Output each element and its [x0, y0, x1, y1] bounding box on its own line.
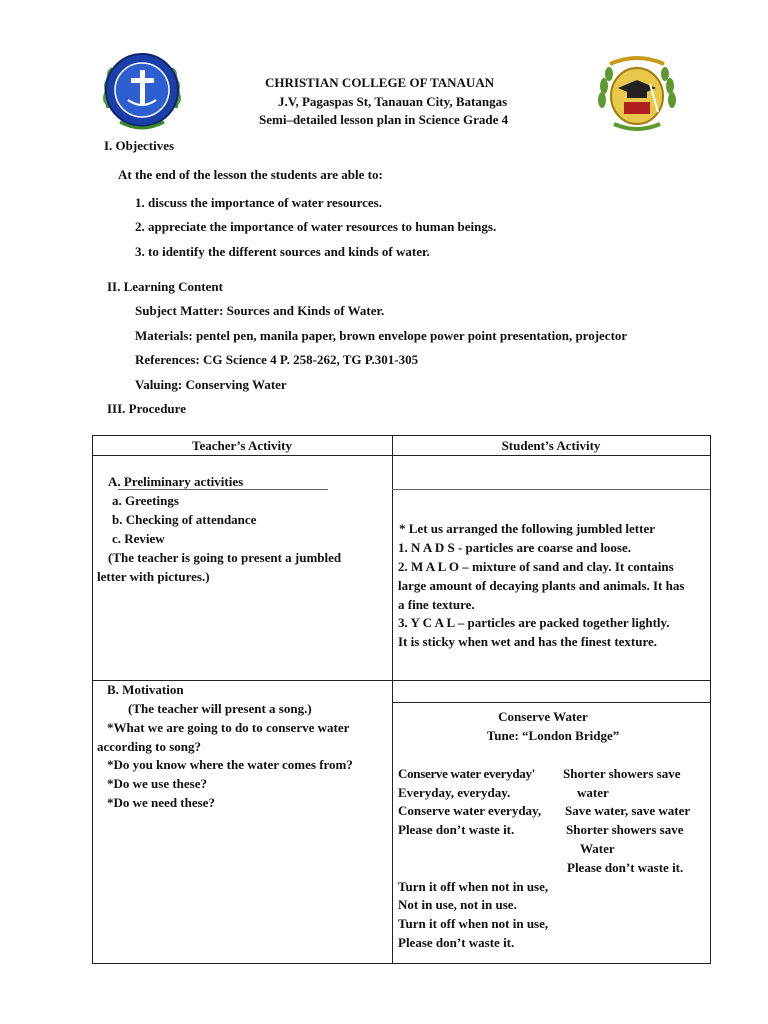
prelim-attendance: b. Checking of attendance	[112, 512, 257, 527]
song-lyric: Shorter showers save	[563, 766, 681, 781]
table-column-divider	[392, 435, 393, 963]
motivation-question: *Do you know where the water comes from?	[107, 757, 353, 772]
school-name: CHRISTIAN COLLEGE OF TANAUAN	[265, 75, 495, 90]
subject-matter: Subject Matter: Sources and Kinds of Water.	[135, 303, 385, 318]
song-lyric: water	[577, 785, 609, 800]
motivation-title: B. Motivation	[107, 682, 184, 697]
student-prelim-line: It is sticky when wet and has the finest texture.	[398, 634, 658, 649]
song-lyric: Save water, save water	[565, 803, 691, 818]
song-lyric: Please don’t waste it.	[398, 822, 515, 837]
song-lyric: Please don’t waste it.	[398, 935, 515, 950]
song-lyric: Conserve water everyday,	[398, 803, 542, 818]
procedure-heading: III. Procedure	[107, 401, 186, 416]
objective-item: 1. discuss the importance of water resources.	[135, 195, 382, 210]
student-prelim-line: large amount of decaying plants and animals. It has	[398, 578, 685, 593]
student-prelim-line: 1. N A D S - particles are coarse and loose.	[398, 540, 632, 555]
song-lyric: Please don’t waste it.	[567, 860, 684, 875]
table-header-divider	[92, 455, 710, 456]
learning-content-heading: II. Learning Content	[107, 279, 223, 294]
objectives-intro: At the end of the lesson the students are able to:	[118, 167, 383, 182]
song-title: Conserve Water	[498, 709, 588, 724]
table-row-divider	[392, 489, 710, 490]
motivation-question: *What we are going to do to conserve water	[107, 720, 350, 735]
college-of-education-logo	[594, 54, 680, 132]
materials: Materials: pentel pen, manila paper, brown envelope power point presentation, projector	[135, 328, 628, 343]
song-lyric: Water	[580, 841, 615, 856]
student-prelim-line: * Let us arranged the following jumbled letter	[399, 521, 656, 536]
song-lyric: Not in use, not in use.	[398, 897, 517, 912]
motivation-question: *Do we use these?	[107, 776, 208, 791]
student-prelim-line: a fine texture.	[398, 597, 475, 612]
motivation-question: according to song?	[97, 739, 201, 754]
song-tune: Tune: “London Bridge”	[486, 728, 620, 743]
prelim-note: letter with pictures.)	[97, 569, 210, 584]
song-lyric: Conserve water everyday'	[398, 766, 535, 781]
motivation-question: *Do we need these?	[107, 795, 215, 810]
song-lyric: Everyday, everyday.	[398, 785, 511, 800]
student-prelim-line: 3. Y C A L – particles are packed together lightly.	[398, 615, 670, 630]
objective-item: 2. appreciate the importance of water resources to human beings.	[135, 219, 497, 234]
lesson-plan-title: Semi–detailed lesson plan in Science Grade 4	[259, 112, 509, 127]
table-row-divider	[92, 680, 710, 681]
col-header-student: Student’s Activity	[501, 438, 601, 453]
prelim-greetings: a. Greetings	[112, 493, 179, 508]
valuing: Valuing: Conserving Water	[135, 377, 287, 392]
school-seal-logo	[98, 48, 186, 136]
table-row-divider	[392, 702, 710, 703]
prelim-note: (The teacher is going to present a jumbled	[108, 550, 342, 565]
references: References: CG Science 4 P. 258-262, TG P.301-305	[135, 352, 419, 367]
song-lyric: Turn it off when not in use,	[398, 916, 549, 931]
school-address: J.V, Pagaspas St, Tanauan City, Batangas	[278, 94, 508, 109]
objective-item: 3. to identify the different sources and kinds of water.	[135, 244, 430, 259]
prelim-title: A. Preliminary activities	[108, 474, 244, 489]
song-lyric: Turn it off when not in use,	[398, 879, 549, 894]
song-lyric: Shorter showers save	[566, 822, 684, 837]
col-header-teacher: Teacher’s Activity	[191, 438, 292, 453]
student-prelim-line: 2. M A L O – mixture of sand and clay. It contains	[398, 559, 674, 574]
objectives-heading: I. Objectives	[104, 138, 175, 153]
motivation-note: (The teacher will present a song.)	[128, 701, 312, 716]
prelim-review: c. Review	[112, 531, 165, 546]
